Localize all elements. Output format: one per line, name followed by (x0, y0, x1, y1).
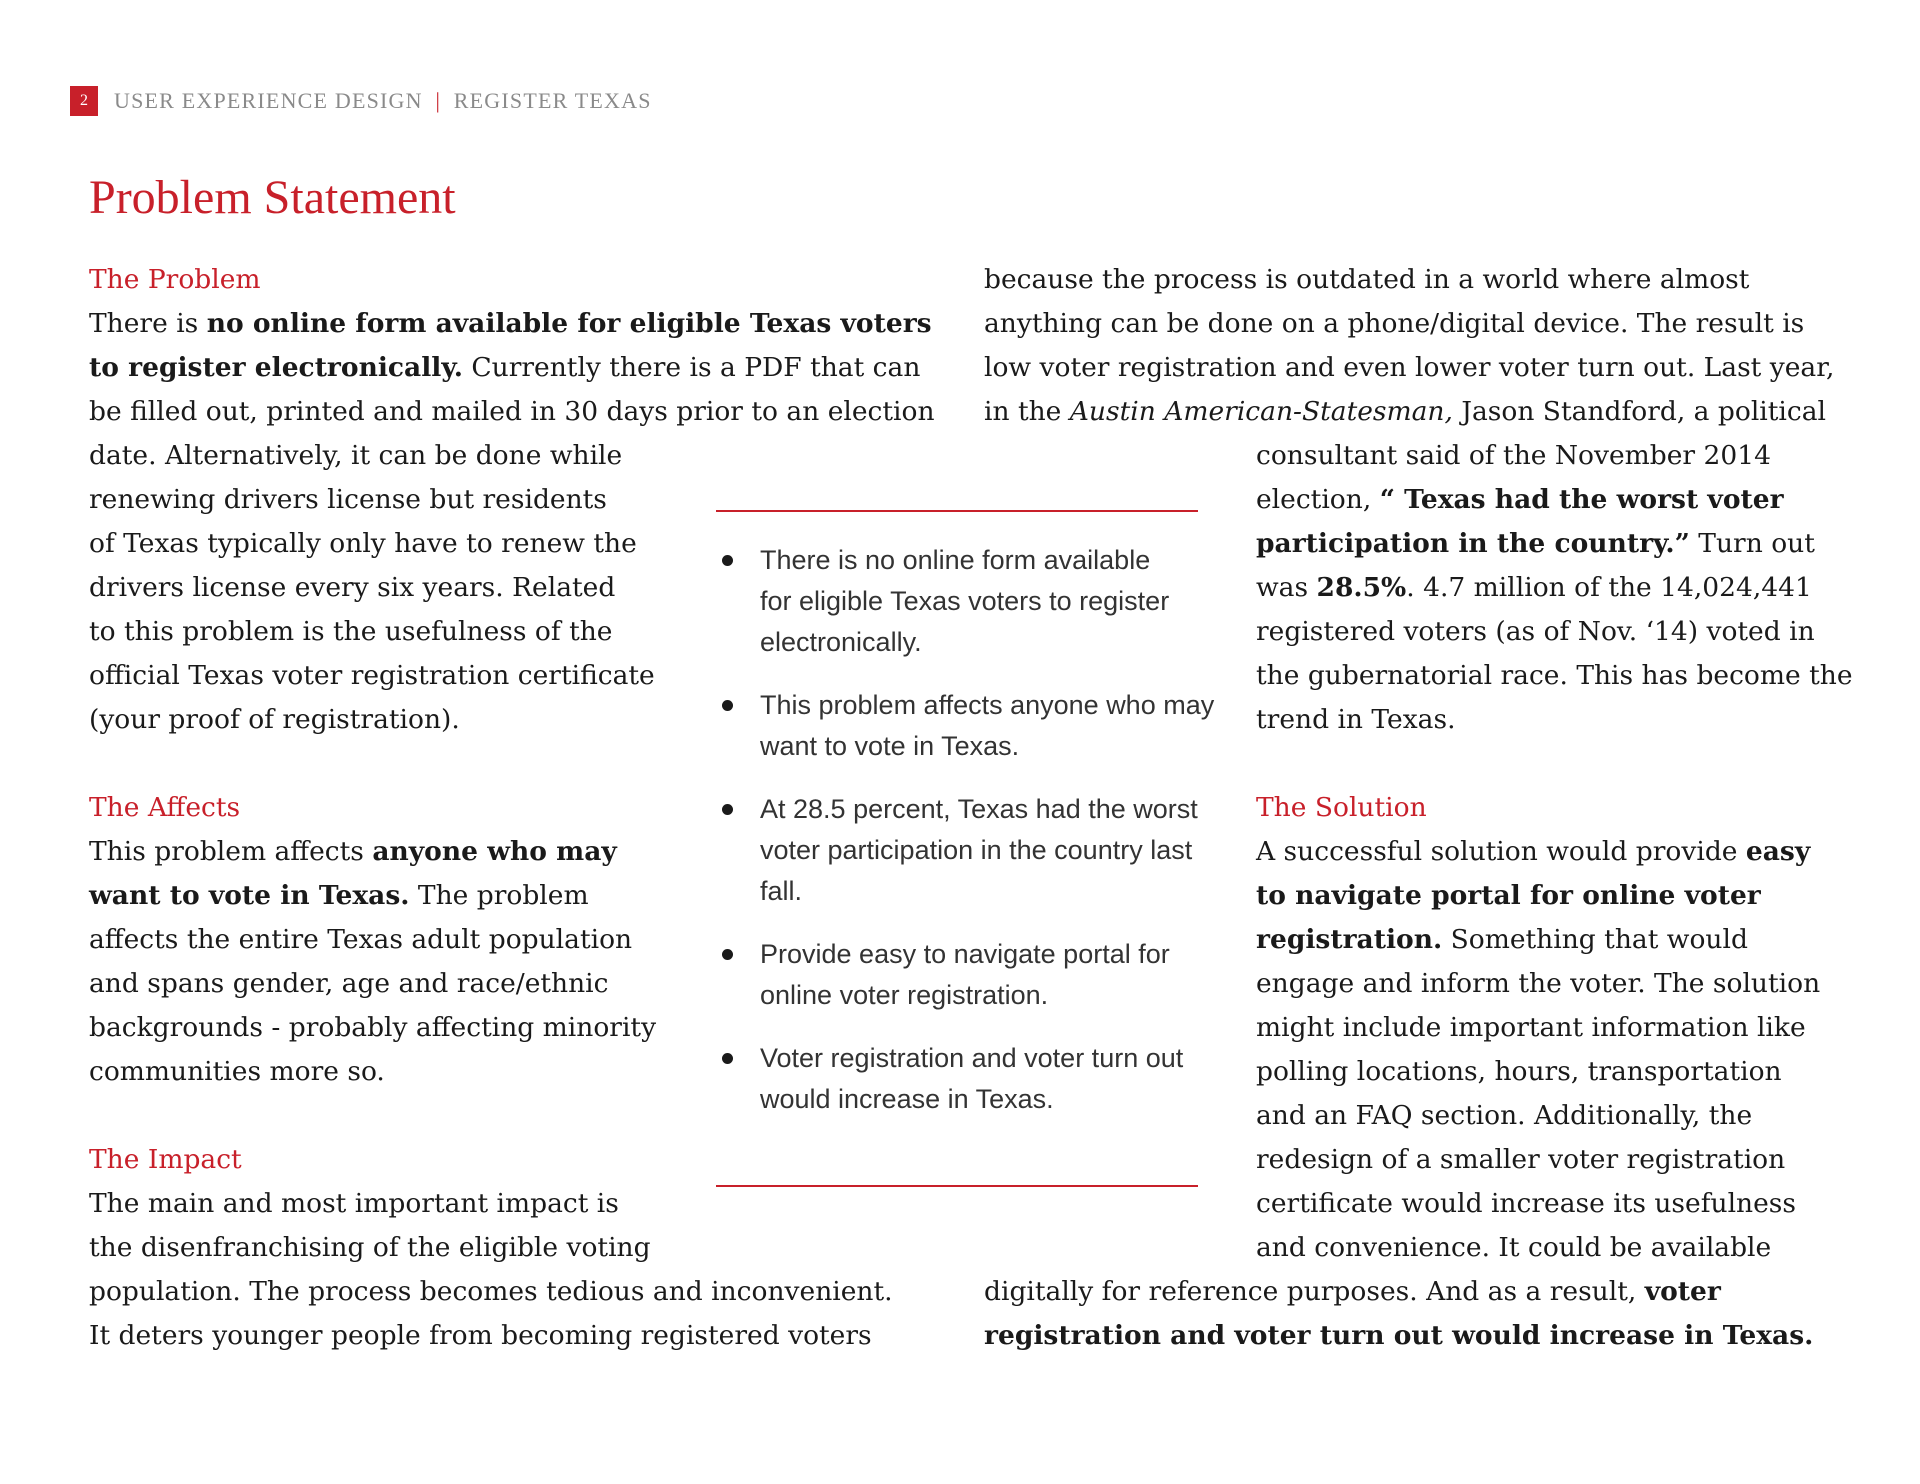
callout-line: Provide easy to navigate portal for (760, 939, 1170, 969)
solution-heading: The Solution (1256, 792, 1427, 823)
bullet-icon (722, 1053, 733, 1064)
affects-text: This problem affects (89, 836, 373, 867)
affects-emphasis: anyone who may (372, 836, 617, 867)
impact-line: The main and most important impact is (89, 1188, 619, 1219)
problem-line: to this problem is the usefulness of the (89, 616, 613, 647)
publication-name: Austin American-Statesman, (1069, 396, 1453, 427)
problem-line: of Texas typically only have to renew the (89, 528, 637, 559)
callout-line: for eligible Texas voters to register (760, 586, 1170, 616)
solution-line (984, 1314, 1813, 1358)
continuation-text: Jason Standford, a political (1452, 396, 1827, 427)
affects-line: affects the entire Texas adult population (89, 924, 633, 955)
affects-section (89, 786, 656, 1094)
bullet-icon (722, 949, 733, 960)
callout-box (716, 540, 1236, 1142)
solution-line (1256, 918, 1820, 962)
bullet-icon (722, 555, 733, 566)
impact-heading: The Impact (89, 1144, 242, 1175)
affects-heading: The Affects (89, 792, 241, 823)
callout-line: electronically. (760, 627, 922, 657)
continuation-line (1256, 522, 1853, 566)
affects-line: backgrounds - probably affecting minority (89, 1012, 657, 1043)
problem-line (89, 346, 935, 390)
problem-heading: The Problem (89, 264, 261, 295)
continuation-line: the gubernatorial race. This has become the (1256, 660, 1853, 691)
problem-text: There is (89, 308, 207, 339)
problem-line (89, 302, 935, 346)
continuation-text: in the (984, 396, 1070, 427)
callout-line: online voter registration. (760, 980, 1049, 1010)
solution-line (1256, 830, 1820, 874)
callout-line: fall. (760, 876, 803, 906)
bullet-icon (722, 700, 733, 711)
quote-emphasis: “ Texas had the worst voter (1379, 484, 1784, 515)
callout-item (716, 1038, 1236, 1120)
solution-line: polling locations, hours, transportation (1256, 1056, 1782, 1087)
affects-emphasis: want to vote in Texas. (89, 880, 410, 911)
solution-text: A successful solution would provide (1256, 836, 1746, 867)
impact-line: It deters younger people from becoming registered voters (89, 1320, 872, 1351)
affects-line (89, 874, 656, 918)
callout-item (716, 540, 1236, 663)
problem-line: date. Alternatively, it can be done while (89, 440, 623, 471)
callout-item (716, 934, 1236, 1016)
continuation-text: . 4.7 million of the 14,024,441 (1406, 572, 1812, 603)
problem-emphasis: to register electronically. (89, 352, 463, 383)
callout-item (716, 685, 1236, 767)
continuation-line: anything can be done on a phone/digital device. The result is (984, 308, 1805, 339)
solution-emphasis: easy (1745, 836, 1811, 867)
affects-line: communities more so. (89, 1056, 385, 1087)
page-header (70, 86, 652, 116)
continuation-line: consultant said of the November 2014 (1256, 440, 1771, 471)
impact-section (89, 1138, 893, 1358)
callout-line: Voter registration and voter turn out (760, 1043, 1184, 1073)
affects-line: and spans gender, age and race/ethnic (89, 968, 609, 999)
solution-line: and convenience. It could be available (1256, 1232, 1772, 1263)
header-section: USER EXPERIENCE DESIGN (114, 88, 423, 113)
callout-line: This problem affects anyone who may (760, 690, 1215, 720)
solution-emphasis: to navigate portal for online voter (1256, 880, 1761, 911)
continuation-line: registered voters (as of Nov. ‘14) voted in (1256, 616, 1815, 647)
problem-line: (your proof of registration). (89, 704, 460, 735)
impact-line: the disenfranchising of the eligible voting (89, 1232, 651, 1263)
problem-text: Currently there is a PDF that can (462, 352, 921, 383)
solution-line: certificate would increase its usefulness (1256, 1188, 1796, 1219)
solution-emphasis: registration and voter turn out would increase in Texas. (984, 1320, 1814, 1351)
solution-text: Something that would (1442, 924, 1748, 955)
continuation-text: was (1256, 572, 1317, 603)
callout-line: At 28.5 percent, Texas had the worst (760, 794, 1198, 824)
callout-line: voter participation in the country last (760, 835, 1193, 865)
solution-line (1256, 874, 1820, 918)
callout-bottom-rule (716, 1185, 1198, 1187)
solution-section (1256, 786, 1820, 1270)
header-project: REGISTER TEXAS (453, 88, 652, 113)
continuation-line (1256, 478, 1853, 522)
problem-line: official Texas voter registration certificate (89, 660, 655, 691)
continuation-line (1256, 566, 1853, 610)
continuation-text: Turn out (1689, 528, 1815, 559)
solution-continuation (984, 1270, 1813, 1358)
callout-top-rule (716, 510, 1198, 512)
bullet-icon (722, 804, 733, 815)
callout-line: would increase in Texas. (760, 1084, 1054, 1114)
solution-text: digitally for reference purposes. And as a result, (984, 1276, 1645, 1307)
page-title: Problem Statement (89, 171, 456, 224)
running-header (114, 88, 652, 114)
continuation-line: because the process is outdated in a world where almost (984, 264, 1750, 295)
problem-line: be filled out, printed and mailed in 30 days prior to an election (89, 396, 935, 427)
continuation-line: trend in Texas. (1256, 704, 1456, 735)
problem-continuation-right (1256, 434, 1853, 742)
callout-line: want to vote in Texas. (760, 731, 1020, 761)
turnout-stat: 28.5% (1316, 572, 1407, 603)
continuation-line (984, 390, 1834, 434)
solution-line: and an FAQ section. Additionally, the (1256, 1100, 1753, 1131)
solution-line: engage and inform the voter. The solution (1256, 968, 1821, 999)
problem-continuation-top (984, 258, 1834, 434)
solution-line (984, 1270, 1813, 1314)
header-separator: | (435, 88, 442, 113)
continuation-text: election, (1256, 484, 1380, 515)
callout-line: There is no online form available (760, 545, 1151, 575)
problem-line: renewing drivers license but residents (89, 484, 607, 515)
continuation-line: low voter registration and even lower voter turn out. Last year, (984, 352, 1835, 383)
problem-emphasis: no online form available for eligible Texas voters (206, 308, 932, 339)
solution-line: might include important information like (1256, 1012, 1806, 1043)
solution-emphasis: voter (1644, 1276, 1721, 1307)
quote-emphasis: participation in the country.” (1256, 528, 1690, 559)
solution-emphasis: registration. (1256, 924, 1443, 955)
callout-item (716, 789, 1236, 912)
affects-text: The problem (409, 880, 589, 911)
problem-line: drivers license every six years. Related (89, 572, 616, 603)
page-number-badge: 2 (70, 86, 98, 116)
solution-line: redesign of a smaller voter registration (1256, 1144, 1786, 1175)
impact-line: population. The process becomes tedious and inconvenient. (89, 1276, 893, 1307)
affects-line (89, 830, 656, 874)
